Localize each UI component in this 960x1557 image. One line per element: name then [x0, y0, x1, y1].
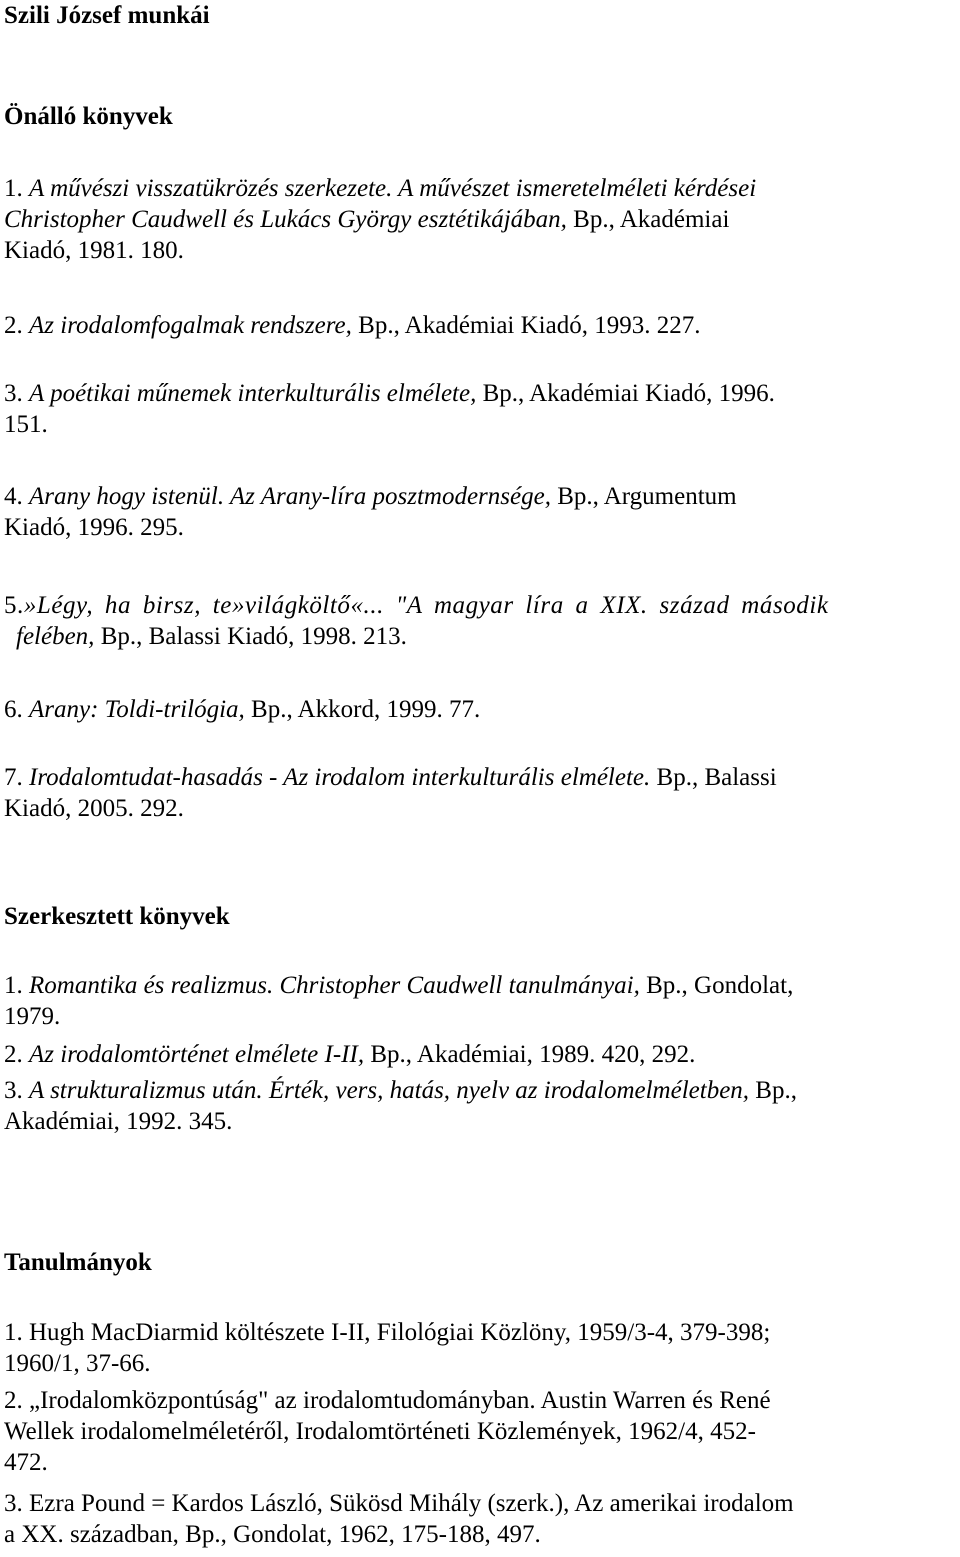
- item-number: 5.: [4, 592, 24, 619]
- page-title: Szili József munkái: [4, 2, 210, 29]
- item-publisher: Kiadó, 1981. 180.: [4, 237, 184, 264]
- item-publisher: Akadémiai, 1992. 345.: [4, 1108, 233, 1135]
- item-text: a XX. században, Bp., Gondolat, 1962, 175-188, 497.: [4, 1521, 541, 1548]
- item-title: Arany hogy istenül. Az Arany-líra posztmodernsége,: [29, 483, 551, 510]
- item-title: felében,: [16, 623, 95, 650]
- list-item: [4, 1488, 956, 1550]
- item-text: 1960/1, 37-66.: [4, 1350, 151, 1377]
- item-text: Wellek irodalomelméletéről, Irodalomtörténeti Közlemények, 1962/4, 452-: [4, 1418, 756, 1445]
- item-title: Az irodalomfogalmak rendszere,: [29, 312, 352, 339]
- item-publisher: Bp., Gondolat,: [639, 972, 794, 999]
- list-item: [4, 1385, 956, 1478]
- item-text: 2. „Irodalomközpontúság" az irodalomtudományban. Austin Warren és René: [4, 1387, 771, 1414]
- item-text: 1. Hugh MacDiarmid költészete I-II, Filológiai Közlöny, 1959/3-4, 379-398;: [4, 1319, 771, 1346]
- list-item: [4, 970, 956, 1032]
- item-publisher: Bp., Balassi Kiadó, 1998. 213.: [94, 623, 407, 650]
- item-publisher: Bp., Akadémiai: [566, 206, 730, 233]
- section-heading-tanulmanyok: Tanulmányok: [4, 1249, 152, 1276]
- item-publisher: Bp., Akadémiai, 1989. 420, 292.: [364, 1041, 696, 1068]
- item-publisher: Bp., Akkord, 1999. 77.: [244, 696, 481, 723]
- item-publisher: Bp., Balassi: [650, 764, 777, 791]
- item-publisher: Kiadó, 1996. 295.: [4, 514, 184, 541]
- item-number: 3.: [4, 1077, 29, 1104]
- list-item: [4, 1075, 956, 1137]
- item-publisher: 151.: [4, 411, 48, 438]
- item-number: 2.: [4, 312, 29, 339]
- item-number: 1.: [4, 972, 29, 999]
- item-publisher: Bp., Akadémiai Kiadó, 1996.: [476, 380, 775, 407]
- section-heading-onallo: Önálló könyvek: [4, 103, 173, 130]
- item-number: 1.: [4, 175, 29, 202]
- section-heading-szerkesztett: Szerkesztett könyvek: [4, 903, 230, 930]
- list-item: [4, 481, 956, 543]
- item-text: 472.: [4, 1449, 48, 1476]
- list-item: [4, 310, 956, 341]
- item-publisher: Bp., Akadémiai Kiadó, 1993. 227.: [351, 312, 701, 339]
- item-title: Romantika és realizmus. Christopher Caudwell tanulmányai,: [29, 972, 640, 999]
- list-item: [4, 1317, 956, 1379]
- item-title: A strukturalizmus után. Érték, vers, hatás, nyelv az irodalomelméletben,: [29, 1077, 750, 1104]
- item-publisher: Bp.,: [749, 1077, 797, 1104]
- list-item: [4, 1039, 956, 1070]
- item-title: Arany: Toldi-trilógia,: [29, 696, 245, 723]
- list-item: [4, 173, 956, 266]
- item-number: 3.: [4, 380, 29, 407]
- list-item: [4, 378, 956, 440]
- item-title: A poétikai műnemek interkulturális elmélete,: [29, 380, 477, 407]
- item-number: 6.: [4, 696, 29, 723]
- item-publisher: Bp., Argumentum: [550, 483, 737, 510]
- item-number: 4.: [4, 483, 29, 510]
- item-title: »Légy, ha birsz, te»világköltő«... "A magyar líra a XIX. század második: [23, 592, 829, 619]
- list-item: [4, 762, 956, 824]
- item-title: A művészi visszatükrözés szerkezete. A művészet ismeretelméleti kérdései: [29, 175, 757, 202]
- item-publisher: Kiadó, 2005. 292.: [4, 795, 184, 822]
- list-item: [4, 590, 956, 652]
- item-publisher: 1979.: [4, 1003, 61, 1030]
- item-title: Az irodalomtörténet elmélete I-II,: [29, 1041, 365, 1068]
- item-title: Christopher Caudwell és Lukács György esztétikájában,: [4, 206, 567, 233]
- item-number: 7.: [4, 764, 29, 791]
- item-number: 2.: [4, 1041, 29, 1068]
- item-title: Irodalomtudat-hasadás - Az irodalom interkulturális elmélete.: [29, 764, 651, 791]
- list-item: [4, 694, 956, 725]
- item-text: 3. Ezra Pound = Kardos László, Sükösd Mihály (szerk.), Az amerikai irodalom: [4, 1490, 794, 1517]
